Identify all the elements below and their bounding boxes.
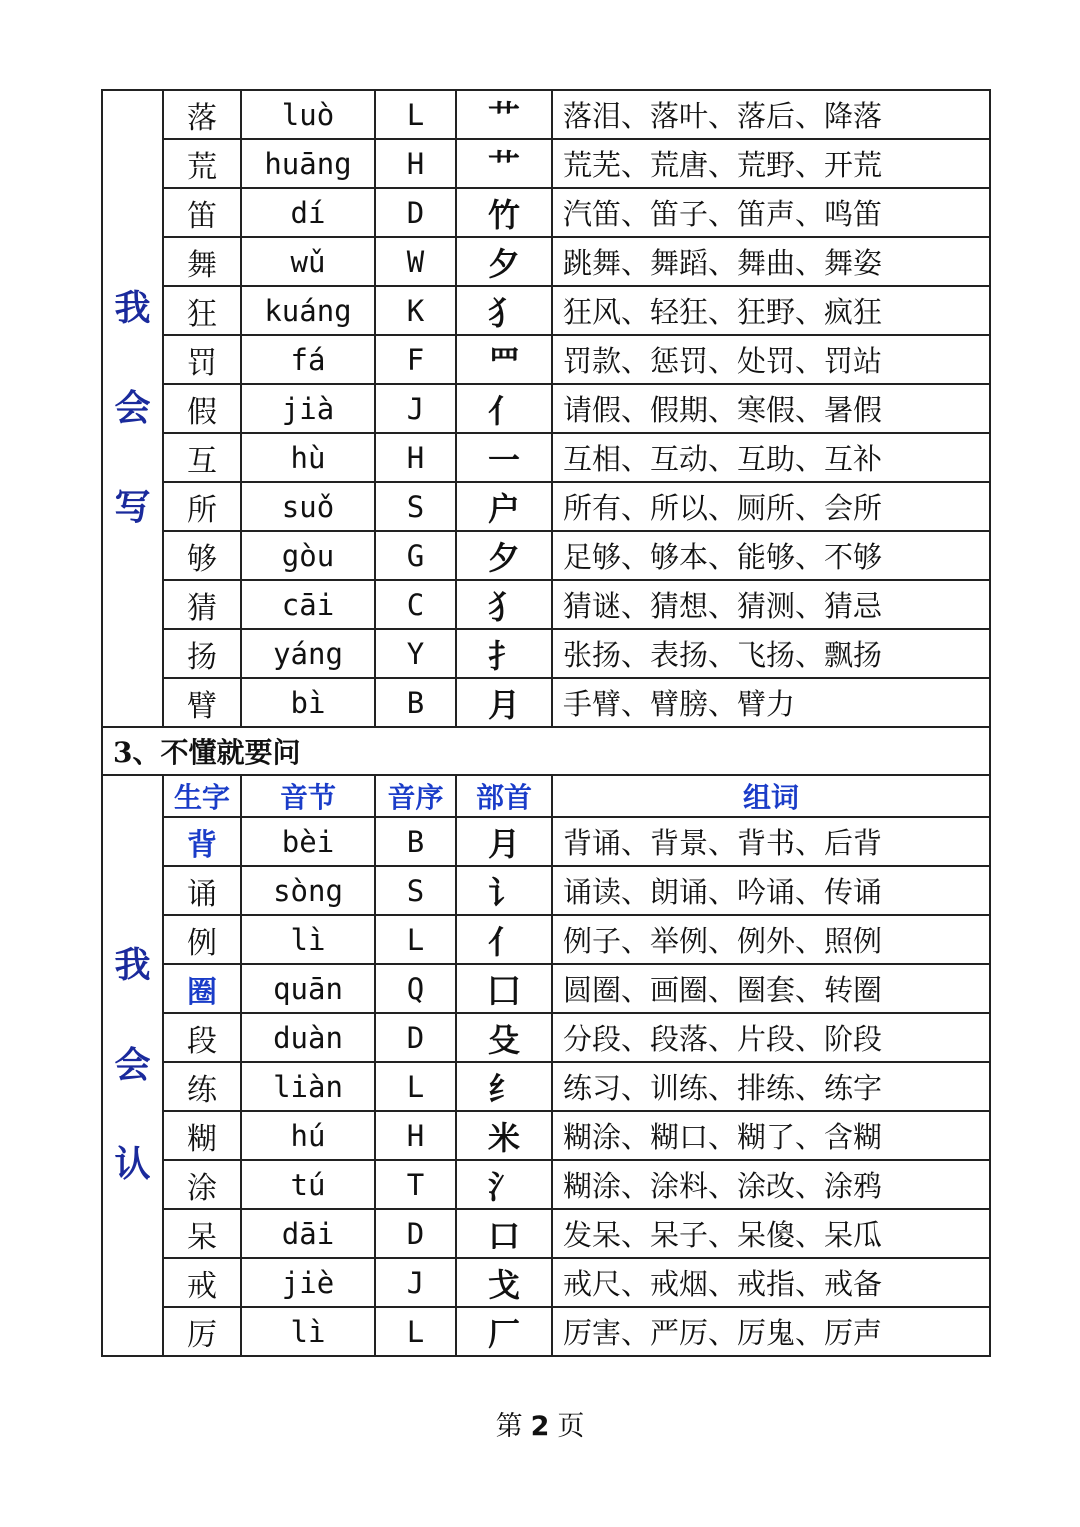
table-row [102, 964, 990, 1013]
cell-char: 笛 [163, 188, 241, 237]
cell-pinyin: jiè [241, 1258, 375, 1307]
column-header-char: 生字 [163, 775, 241, 817]
cell-pinyin: suǒ [241, 482, 375, 531]
side-label-write [102, 90, 163, 727]
cell-index: D [375, 188, 456, 237]
cell-index: S [375, 866, 456, 915]
cell-pinyin: bèi [241, 817, 375, 866]
cell-char: 呆 [163, 1209, 241, 1258]
cell-pinyin: liàn [241, 1062, 375, 1111]
table-row [102, 1013, 990, 1062]
table-row [102, 90, 990, 139]
header-row [102, 775, 990, 817]
cell-radical: 艹 [456, 139, 552, 188]
cell-index: J [375, 384, 456, 433]
table-row [102, 1062, 990, 1111]
cell-pinyin: fá [241, 335, 375, 384]
cell-index: L [375, 1062, 456, 1111]
cell-char: 练 [163, 1062, 241, 1111]
section-title: 3、不懂就要问 [102, 727, 990, 775]
side-label-char: 认 [114, 1143, 151, 1186]
cell-radical: 纟 [456, 1062, 552, 1111]
cell-words: 诵读、朗诵、吟诵、传诵 [552, 866, 990, 915]
cell-char: 扬 [163, 629, 241, 678]
cell-pinyin: wǔ [241, 237, 375, 286]
cell-pinyin: cāi [241, 580, 375, 629]
cell-index: L [375, 90, 456, 139]
cell-index: H [375, 433, 456, 482]
cell-words: 请假、假期、寒假、暑假 [552, 384, 990, 433]
cell-char: 够 [163, 531, 241, 580]
cell-index: Q [375, 964, 456, 1013]
cell-pinyin: hù [241, 433, 375, 482]
table-row [102, 237, 990, 286]
cell-radical: 犭 [456, 580, 552, 629]
cell-radical: 囗 [456, 964, 552, 1013]
cell-index: K [375, 286, 456, 335]
footer-prefix: 第 [495, 1411, 523, 1442]
table-row [102, 1209, 990, 1258]
cell-index: L [375, 915, 456, 964]
cell-index: H [375, 1111, 456, 1160]
cell-radical: 夕 [456, 237, 552, 286]
cell-radical: 艹 [456, 90, 552, 139]
table-row [102, 1258, 990, 1307]
cell-radical: 米 [456, 1111, 552, 1160]
table-row [102, 384, 990, 433]
cell-pinyin: quān [241, 964, 375, 1013]
cell-pinyin: lì [241, 1307, 375, 1356]
cell-char: 诵 [163, 866, 241, 915]
cell-index: D [375, 1013, 456, 1062]
cell-words: 戒尺、戒烟、戒指、戒备 [552, 1258, 990, 1307]
cell-words: 所有、所以、厕所、会所 [552, 482, 990, 531]
cell-words: 糊涂、涂料、涂改、涂鸦 [552, 1160, 990, 1209]
cell-index: C [375, 580, 456, 629]
cell-index: H [375, 139, 456, 188]
cell-char: 段 [163, 1013, 241, 1062]
side-label-char: 会 [114, 1043, 151, 1086]
cell-words: 练习、训练、排练、练字 [552, 1062, 990, 1111]
side-label-char: 我 [114, 944, 151, 987]
cell-char: 戒 [163, 1258, 241, 1307]
table-row [102, 678, 990, 727]
table-row [102, 188, 990, 237]
cell-words: 发呆、呆子、呆傻、呆瓜 [552, 1209, 990, 1258]
cell-char: 糊 [163, 1111, 241, 1160]
cell-words: 荒芜、荒唐、荒野、开荒 [552, 139, 990, 188]
cell-radical: 厂 [456, 1307, 552, 1356]
cell-radical: 氵 [456, 1160, 552, 1209]
page-number: 2 [530, 1411, 550, 1442]
cell-char: 假 [163, 384, 241, 433]
cell-index: D [375, 1209, 456, 1258]
cell-pinyin: huāng [241, 139, 375, 188]
cell-index: L [375, 1307, 456, 1356]
cell-pinyin: tú [241, 1160, 375, 1209]
section-title-row [102, 727, 990, 775]
cell-index: T [375, 1160, 456, 1209]
side-label-char: 写 [114, 486, 151, 529]
side-label-char: 会 [114, 386, 151, 429]
footer-suffix: 页 [557, 1411, 585, 1442]
cell-index: F [375, 335, 456, 384]
cell-radical: 殳 [456, 1013, 552, 1062]
cell-pinyin: dí [241, 188, 375, 237]
cell-index: Y [375, 629, 456, 678]
cell-char: 狂 [163, 286, 241, 335]
cell-pinyin: duàn [241, 1013, 375, 1062]
cell-radical: 戈 [456, 1258, 552, 1307]
cell-pinyin: gòu [241, 531, 375, 580]
cell-index: S [375, 482, 456, 531]
table-row [102, 433, 990, 482]
cell-radical: 夕 [456, 531, 552, 580]
cell-radical: 月 [456, 817, 552, 866]
cell-words: 厉害、严厉、厉鬼、厉声 [552, 1307, 990, 1356]
cell-char: 荒 [163, 139, 241, 188]
side-label-char: 我 [114, 287, 151, 330]
cell-pinyin: dāi [241, 1209, 375, 1258]
table-row [102, 1307, 990, 1356]
cell-radical: 一 [456, 433, 552, 482]
cell-radical: 犭 [456, 286, 552, 335]
cell-radical: 亻 [456, 915, 552, 964]
cell-index: W [375, 237, 456, 286]
table-row [102, 580, 990, 629]
cell-radical: 口 [456, 1209, 552, 1258]
cell-radical: 月 [456, 678, 552, 727]
table-row [102, 335, 990, 384]
cell-radical: 罒 [456, 335, 552, 384]
cell-char: 舞 [163, 237, 241, 286]
cell-words: 圆圈、画圈、圈套、转圈 [552, 964, 990, 1013]
cell-words: 汽笛、笛子、笛声、鸣笛 [552, 188, 990, 237]
cell-radical: 户 [456, 482, 552, 531]
cell-char: 罚 [163, 335, 241, 384]
cell-index: B [375, 817, 456, 866]
column-header-index: 音序 [375, 775, 456, 817]
cell-words: 落泪、落叶、落后、降落 [552, 90, 990, 139]
cell-pinyin: hú [241, 1111, 375, 1160]
column-header-radical: 部首 [456, 775, 552, 817]
table-row [102, 915, 990, 964]
cell-words: 罚款、惩罚、处罚、罚站 [552, 335, 990, 384]
cell-char: 所 [163, 482, 241, 531]
cell-words: 猜谜、猜想、猜测、猜忌 [552, 580, 990, 629]
cell-pinyin: yáng [241, 629, 375, 678]
table-row [102, 1111, 990, 1160]
cell-radical: 亻 [456, 384, 552, 433]
cell-words: 例子、举例、例外、照例 [552, 915, 990, 964]
cell-char: 涂 [163, 1160, 241, 1209]
table-row [102, 817, 990, 866]
cell-pinyin: sòng [241, 866, 375, 915]
cell-pinyin: lì [241, 915, 375, 964]
cell-char: 臂 [163, 678, 241, 727]
cell-pinyin: luò [241, 90, 375, 139]
cell-words: 足够、够本、能够、不够 [552, 531, 990, 580]
cell-char: 背 [163, 817, 241, 866]
cell-words: 手臂、臂膀、臂力 [552, 678, 990, 727]
cell-words: 互相、互动、互助、互补 [552, 433, 990, 482]
cell-words: 分段、段落、片段、阶段 [552, 1013, 990, 1062]
cell-radical: 扌 [456, 629, 552, 678]
cell-pinyin: bì [241, 678, 375, 727]
cell-words: 狂风、轻狂、狂野、疯狂 [552, 286, 990, 335]
cell-pinyin: jià [241, 384, 375, 433]
page-footer [0, 1404, 1080, 1443]
cell-index: B [375, 678, 456, 727]
cell-char: 圈 [163, 964, 241, 1013]
cell-words: 跳舞、舞蹈、舞曲、舞姿 [552, 237, 990, 286]
cell-char: 例 [163, 915, 241, 964]
cell-index: G [375, 531, 456, 580]
cell-char: 猜 [163, 580, 241, 629]
table-row [102, 482, 990, 531]
column-header-words: 组词 [552, 775, 990, 817]
cell-words: 糊涂、糊口、糊了、含糊 [552, 1111, 990, 1160]
cell-char: 落 [163, 90, 241, 139]
column-header-pinyin: 音节 [241, 775, 375, 817]
character-table [101, 89, 991, 1357]
cell-radical: 竹 [456, 188, 552, 237]
table-row [102, 286, 990, 335]
table-row [102, 1160, 990, 1209]
table-row [102, 139, 990, 188]
cell-char: 厉 [163, 1307, 241, 1356]
side-label-recognize [102, 775, 163, 1356]
cell-char: 互 [163, 433, 241, 482]
cell-pinyin: kuáng [241, 286, 375, 335]
cell-words: 张扬、表扬、飞扬、飘扬 [552, 629, 990, 678]
cell-index: J [375, 1258, 456, 1307]
table-row [102, 531, 990, 580]
cell-radical: 讠 [456, 866, 552, 915]
table-row [102, 866, 990, 915]
cell-words: 背诵、背景、背书、后背 [552, 817, 990, 866]
table-row [102, 629, 990, 678]
